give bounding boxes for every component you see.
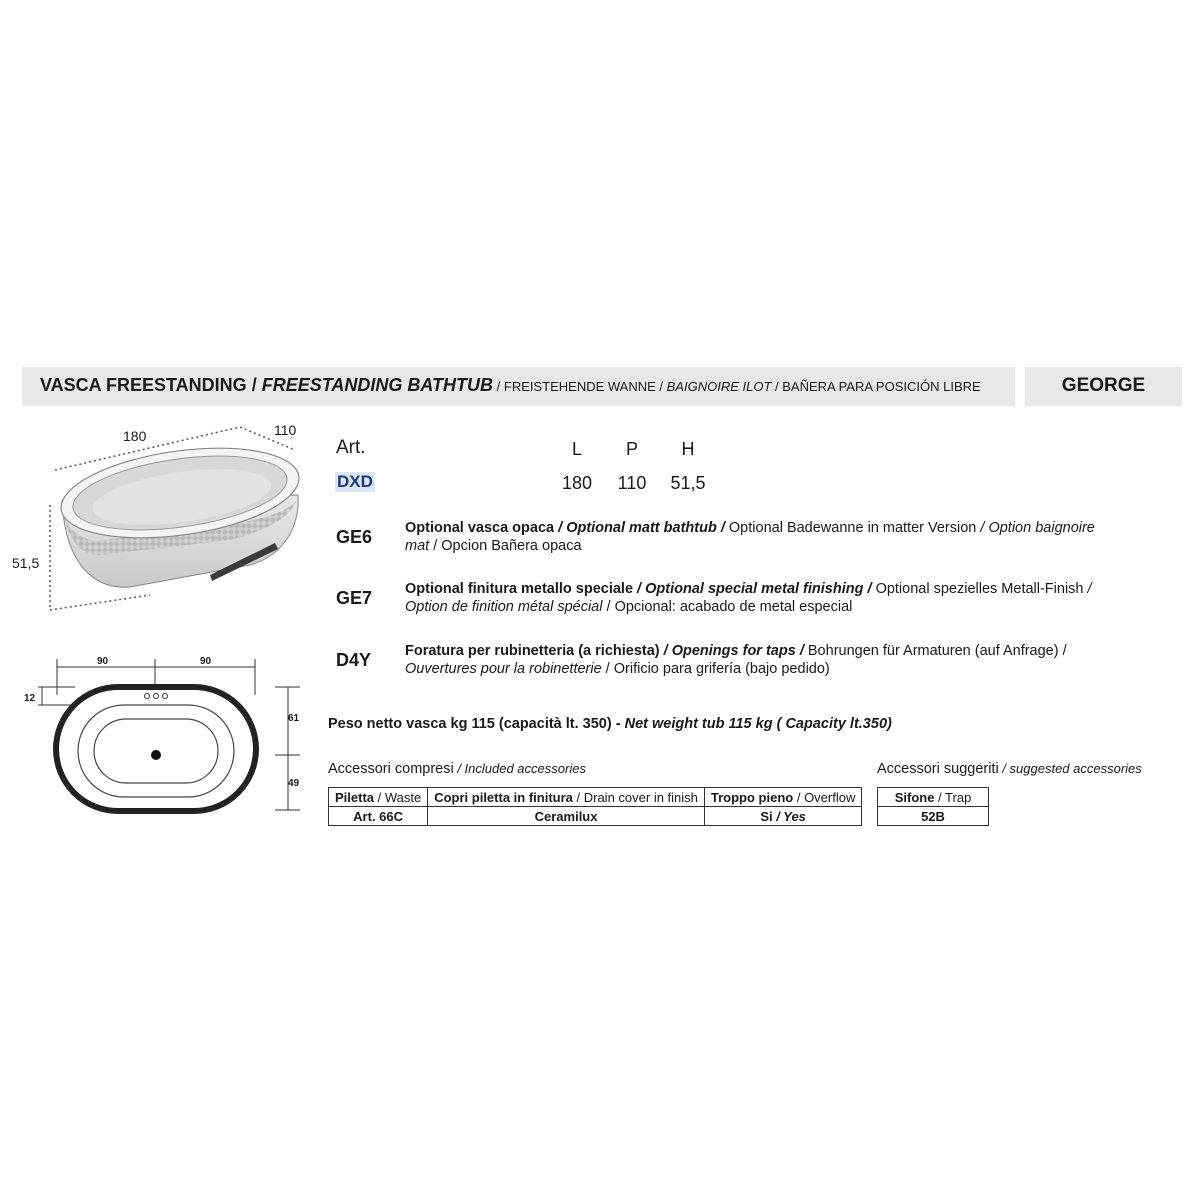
included-accessories-title: Accessori compresi / Included accessories [328,761,586,777]
article-label: Art. [336,437,366,458]
table-header-cell: Piletta / Waste [329,788,428,807]
option-desc-d4y: Foratura per rubinetteria (a richiesta) / Openings for taps / Bohrungen für Armaturen (auf Anfrage) / Ouvertures pour la robinetterie / Orificio para grifería (bajo pedido) [405,643,1067,677]
article-code: DXD [337,472,373,491]
table-header-cell: Copri piletta in finitura / Drain cover in finish [428,788,705,807]
column-h: H [681,439,695,459]
value-p: 110 [617,473,647,493]
title-de: FREISTEHENDE WANNE [503,379,656,394]
table-row [329,807,862,826]
value-l: 180 [561,473,593,493]
table-row [878,807,989,826]
table-cell: Ceramilux [428,807,705,826]
title-fr: BAIGNOIRE ILOT [666,379,772,394]
title-en: FREESTANDING BATHTUB [261,375,494,395]
table-row [878,788,989,807]
option-code-ge7: GE7 [336,588,373,608]
title-es: BAÑERA PARA POSICIÓN LIBRE [782,379,981,394]
top-right-dimension: 90 [200,656,212,667]
column-p: P [625,439,638,459]
model-name: GEORGE [1061,375,1146,396]
weight-info: Peso netto vasca kg 115 (capacità lt. 350) - Net weight tub 115 kg ( Capacity lt.350) [328,716,892,732]
bathtub-top-view [20,655,310,825]
option-desc-ge7: Optional finitura metallo speciale / Optional special metal finishing / Optional spezielles Metall-Finish / Option de finition métal spécial / Opcional: acabado de metal especial [405,581,1092,615]
bathtub-3d-drawing [0,415,320,625]
side-dimension-12: 12 [24,693,36,704]
column-l: L [571,439,582,459]
length-dimension: 180 [123,428,147,444]
table-row [329,788,862,807]
top-left-dimension: 90 [97,656,109,667]
title-it: VASCA FREESTANDING [40,375,247,395]
side-dimension-49: 49 [288,778,300,789]
table-cell: Art. 66C [329,807,428,826]
value-h: 51,5 [670,473,706,493]
table-cell: Si / Yes [704,807,861,826]
option-code-d4y: D4Y [336,650,372,670]
table-cell: 52B [878,807,989,826]
side-dimension-61: 61 [288,713,300,724]
depth-dimension: 110 [274,422,297,438]
suggested-accessories-title: Accessori suggeriti / suggested accessories [877,761,1142,777]
table-header-cell: Troppo pieno / Overflow [704,788,861,807]
suggested-accessories-table [877,787,989,826]
option-desc-ge6: Optional vasca opaca / Optional matt bathtub / Optional Badewanne in matter Version / Option baignoire mat / Opcion Bañera opaca [405,520,1095,554]
page-title: VASCA FREESTANDING / FREESTANDING BATHTUB / FREISTEHENDE WANNE / BAIGNOIRE ILOT / BAÑERA PARA POSICIÓN LIBRE [40,375,981,395]
table-header-cell: Sifone / Trap [878,788,989,807]
included-accessories-table [328,787,862,826]
option-code-ge6: GE6 [336,527,373,547]
height-dimension: 51,5 [12,555,40,571]
